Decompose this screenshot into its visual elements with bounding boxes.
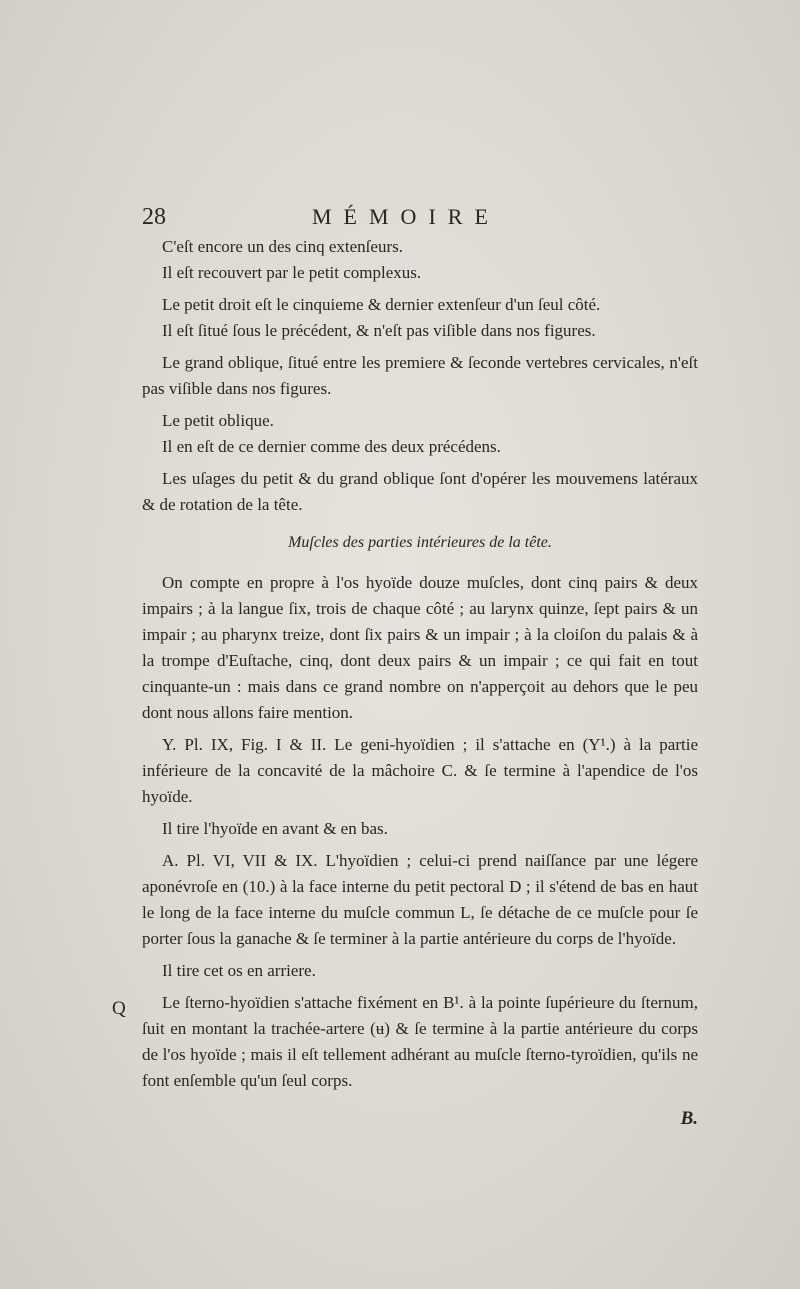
running-title: MÉMOIRE [312, 204, 500, 229]
running-head [142, 204, 702, 238]
paragraph: Le petit droit eſt le cinquieme & dernier extenſeur d'un ſeul côté. [162, 295, 601, 314]
paragraph: Le grand oblique, ſitué entre les premiere & ſeconde vertebres cervicales, n'eſt pas viſible dans nos figures. [142, 353, 698, 398]
paragraph: On compte en propre à l'os hyoïde douze muſcles, dont cinq pairs & deux impairs ; à la langue ſix, trois de chaque côté ; au larynx quinze, ſept pairs & un impair ; au pharynx treize, dont ſix pairs & un impair ; à la cloiſon du palais & à la trompe d'Euſtache, cinq, dont deux pairs & un impair ; ce qui fait en tout cinquante-un : mais dans ce grand nombre on n'apperçoit au dehors que le peu dont nous allons faire mention. [142, 573, 698, 722]
paragraph: Il eſt recouvert par le petit complexus. [162, 263, 422, 282]
paragraph: Le ſterno-hyoïdien s'attache fixément en B¹. à la pointe ſupérieure du ſternum, ſuit en montant la trachée-artere (ʉ) & ſe termine à la partie antérieure du corps de l'os hyoïde ; mais il eſt tellement adhérant au muſcle ſterno-tyroïdien, qu'ils ne font enſemble qu'un ſeul corps. [142, 993, 698, 1090]
paragraph: Les uſages du petit & du grand oblique ſont d'opérer les mouvemens latéraux & de rotation de la tête. [142, 469, 698, 514]
paragraph: A. Pl. VI, VII & IX. L'hyoïdien ; celui-ci prend naiſſance par une légere aponévroſe en (10.) à la face interne du petit pectoral D ; il s'étend de bas en haut le long de la face interne du muſcle commun L, ſe détache de ce muſcle pour ſe porter ſous la ganache & ſe terminer à la partie antérieure du corps de l'hyoïde. [142, 851, 698, 948]
paragraph: Il en eſt de ce dernier comme des deux précédens. [162, 437, 501, 456]
paragraph: Le petit oblique. [162, 411, 274, 430]
catchword: B. [680, 1108, 698, 1129]
paragraph: Υ. Pl. IX, Fig. I & II. Le geni-hyoïdien ; il s'attache en (Υ¹.) à la partie inférieure de la concavité de la mâchoire C. & ſe termine à l'apendice de l'os hyoïde. [142, 735, 698, 806]
margin-mark: Q [112, 998, 126, 1019]
paragraph: Il tire l'hyoïde en avant & en bas. [162, 819, 388, 838]
section-title: Muſcles des parties intérieures de la tête. [288, 534, 552, 551]
text-block [142, 234, 698, 1094]
paragraph: Il tire cet os en arriere. [162, 961, 316, 980]
paragraph: Il eſt ſitué ſous le précédent, & n'eſt pas viſible dans nos figures. [162, 321, 596, 340]
page-number: 28 [142, 204, 166, 230]
paragraph: C'eſt encore un des cinq extenſeurs. [162, 237, 403, 256]
